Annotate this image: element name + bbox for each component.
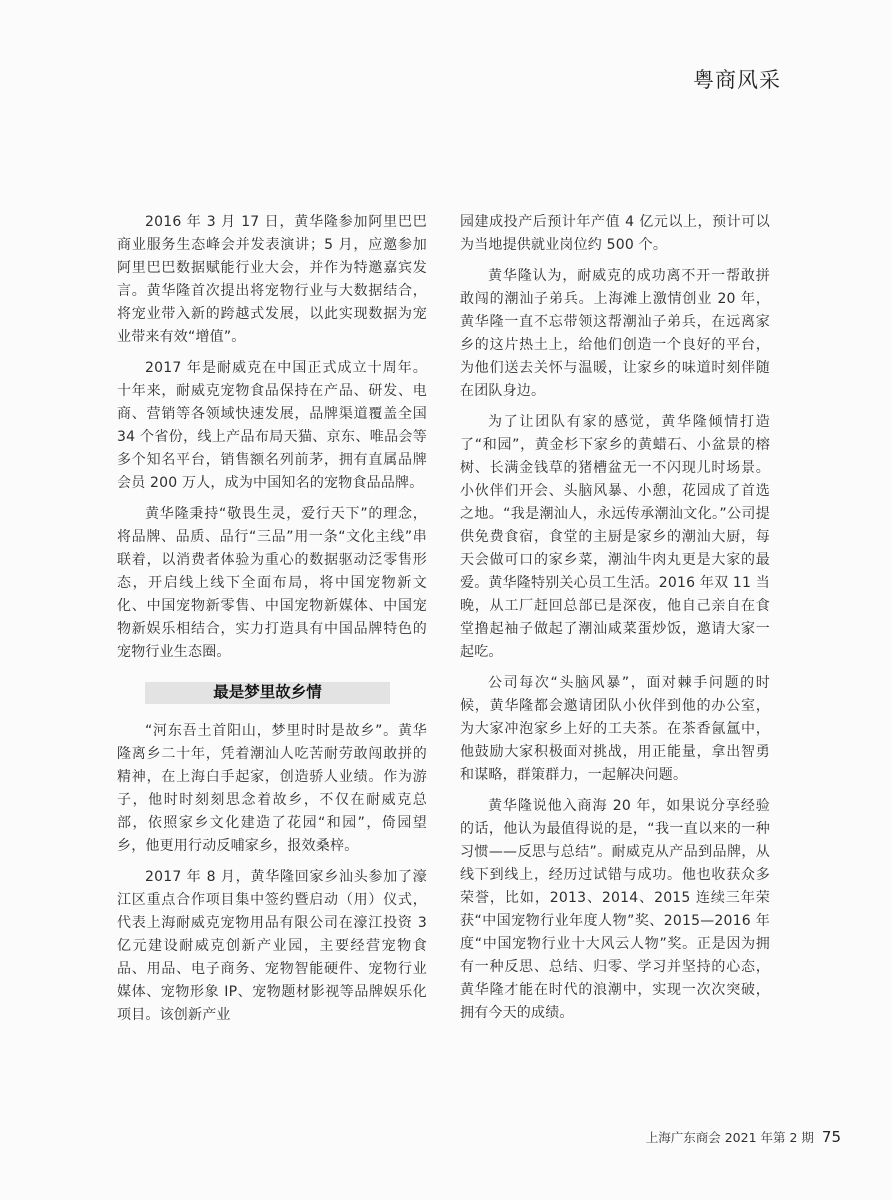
- section-title: 粤商风采: [693, 68, 781, 92]
- paragraph: 2017 年 8 月，黄华隆回家乡汕头参加了濠江区重点合作项目集中签约暨启动（用）仪式，代表上海耐威克宠物用品有限公司在濠江投资 3 亿元建设耐威克创新产业园，主要经营宠物食品、用品、电子商务、宠物智能硬件、宠物行业媒体、宠物形象 IP、宠物题材影视等品牌娱乐化项目。该创新产业: [117, 869, 427, 1023]
- paragraph: 为了让团队有家的感觉，黄华隆倾情打造了“和园”，黄金杉下家乡的黄蜡石、小盆景的榕树、长满金钱草的猪槽盆无一不闪现儿时场景。小伙伴们开会、头脑风暴、小憩，花园成了首选之地。“我是潮汕人，永远传承潮汕文化。”公司提供免费食宿，食堂的主厨是家乡的潮汕大厨，每天会做可口的家乡菜，潮汕牛肉丸更是大家的最爱。黄华隆特别关心员工生活。2016 年双 11 当晚，从工厂赶回总部已是深夜，他自己亲自在食堂撸起袖子做起了潮汕咸菜蛋炒饭，邀请大家一起吃。: [460, 414, 770, 660]
- left-column: [117, 211, 427, 1035]
- paragraph: 2016 年 3 月 17 日，黄华隆参加阿里巴巴商业服务生态峰会并发表演讲；5 月，应邀参加阿里巴巴数据赋能行业大会，并作为特邀嘉宾发言。黄华隆首次提出将宠物行业与大数据结合，将宠业带入新的跨越式发展，以此实现数据为宠业带来有效“增值”。: [117, 214, 427, 345]
- paragraph: 黄华隆说他入商海 20 年，如果说分享经验的话，他认为最值得说的是，“我一直以来的一种习惯——反思与总结”。耐威克从产品到品牌，从线下到线上，经历过试错与成功。他也收获众多荣誉，比如，2013、2014、2015 连续三年荣获“中国宠物行业年度人物”奖、2015—2016 年度“中国宠物行业十大风云人物”奖。正是因为拥有一种反思、总结、归零、学习并坚持的心态，黄华隆才能在时代的浪潮中，实现一次次突破，拥有今天的成绩。: [460, 798, 770, 1021]
- publication-info: 上海广东商会 2021 年第 2 期: [645, 1130, 814, 1145]
- paragraph: 2017 年是耐威克在中国正式成立十周年。十年来，耐威克宠物食品保持在产品、研发、电商、营销等各领域快速发展，品牌渠道覆盖全国 34 个省份，线上产品布局天猫、京东、唯品会等多个知名平台，销售额名列前茅，拥有直属品牌会员 200 万人，成为中国知名的宠物食品品牌。: [117, 360, 427, 491]
- page-footer: [646, 1128, 841, 1146]
- paragraph: 黄华隆认为，耐威克的成功离不开一帮敢拼敢闯的潮汕子弟兵。上海滩上激情创业 20 年，黄华隆一直不忘带领这帮潮汕子弟兵，在远离家乡的这片热土上，给他们创造一个良好的平台，为他们送去关怀与温暖，让家乡的味道时刻伴随在团队身边。: [460, 268, 770, 399]
- section-heading-text: 最是梦里故乡情: [213, 683, 322, 701]
- paragraph: 公司每次“头脑风暴”，面对棘手问题的时候，黄华隆都会邀请团队小伙伴到他的办公室，为大家冲泡家乡上好的工夫茶。在茶香氤氲中，他鼓励大家积极面对挑战，用正能量，拿出智勇和谋略，群策群力，一起解决问题。: [460, 675, 770, 783]
- paragraph: 黄华隆秉持“敬畏生灵，爱行天下”的理念，将品牌、品质、品行“三品”用一条“文化主线”串联着，以消费者体验为重心的数据驱动泛零售形态，开启线上线下全面布局，将中国宠物新文化、中国宠物新零售、中国宠物新媒体、中国宠物新娱乐相结合，实力打造具有中国品牌特色的宠物行业生态圈。: [117, 506, 427, 660]
- paragraph: “河东吾土首阳山，梦里时时是故乡”。黄华隆离乡二十年，凭着潮汕人吃苦耐劳敢闯敢拼的精神，在上海白手起家，创造骄人业绩。作为游子，他时时刻刻思念着故乡，不仅在耐威克总部，依照家乡文化建造了花园“和园”，倚园望乡，他更用行动反哺家乡，报效桑梓。: [117, 723, 427, 854]
- section-heading: [145, 682, 390, 704]
- page-number: 75: [821, 1128, 841, 1146]
- right-column: [460, 211, 770, 1033]
- paragraph-continuation: 园建成投产后预计年产值 4 亿元以上，预计可以为当地提供就业岗位约 500 个。: [460, 214, 770, 253]
